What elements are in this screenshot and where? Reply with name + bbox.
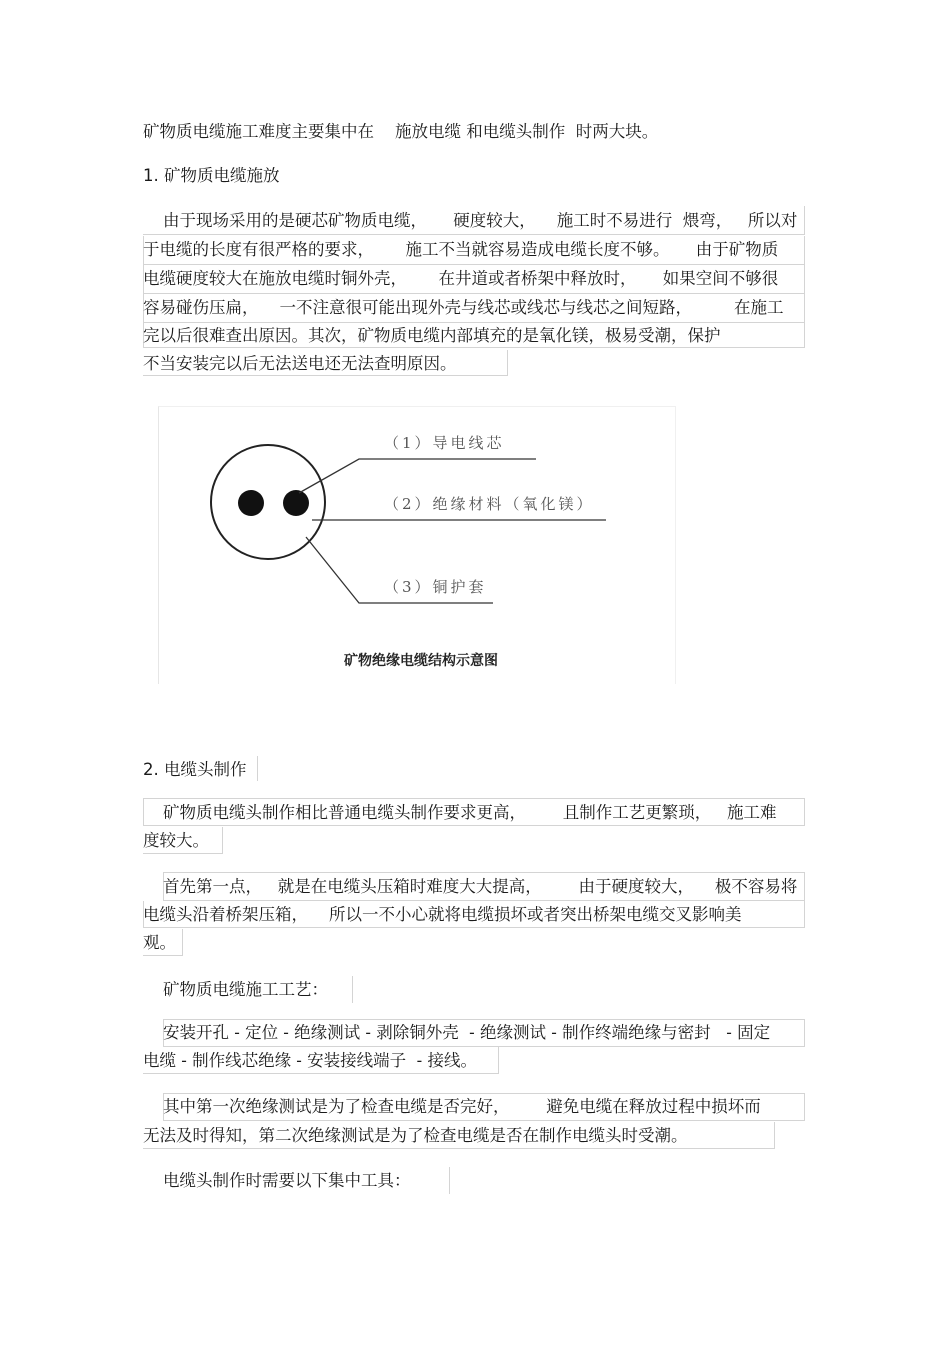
diagram-caption: 矿物绝缘电缆结构示意图 bbox=[344, 653, 498, 669]
s2-p1-line-2: 度较大。 bbox=[143, 831, 209, 850]
s1-line-5: 完以后很难查出原因。其次，矿物质电缆内部填充的是氧化镁，极易受潮，保护 bbox=[143, 326, 721, 345]
leader-line-1 bbox=[299, 459, 536, 493]
s2-p2-line-1: 首先第一点， 就是在电缆头压箱时难度大大提高， 由于硬度较大， 极不容易将 bbox=[163, 877, 798, 896]
s2-p3: 矿物质电缆施工工艺： bbox=[163, 980, 328, 999]
intro-text: 矿物质电缆施工难度主要集中在 施放电缆 和电缆头制作 时两大块。 bbox=[143, 122, 659, 141]
label-sheath: （3）铜护套 bbox=[384, 578, 487, 596]
s2-p1-line-1: 矿物质电缆头制作相比普通电缆头制作要求更高， 且制作工艺更繁琐， 施工难 bbox=[163, 803, 777, 822]
s1-line-2: 于电缆的长度有很严格的要求， 施工不当就容易造成电缆长度不够。 由于矿物质 bbox=[143, 240, 779, 259]
s2-p2-line-3: 观。 bbox=[143, 933, 176, 952]
s1-line-3: 电缆硬度较大在施放电缆时铜外壳， 在井道或者桥架中释放时， 如果空间不够很 bbox=[143, 269, 779, 288]
s1-line-4: 容易碰伤压扁， 一不注意很可能出现外壳与线芯或线芯与线芯之间短路， 在施工 bbox=[143, 298, 784, 317]
label-insulation: （2）绝缘材料（氧化镁） bbox=[384, 495, 595, 513]
conductor-core-right bbox=[283, 490, 309, 516]
section2-heading: 2. 电缆头制作 bbox=[143, 760, 247, 779]
cable-structure-diagram bbox=[158, 406, 676, 684]
s2-p5-line-1: 其中第一次绝缘测试是为了检查电缆是否完好， 避免电缆在释放过程中损坏而 bbox=[163, 1097, 761, 1116]
s2-p6: 电缆头制作时需要以下集中工具： bbox=[163, 1171, 411, 1190]
s2-p4-line-2: 电缆 - 制作线芯绝缘 - 安装接线端子 - 接线。 bbox=[143, 1051, 477, 1070]
s2-p2-line-2: 电缆头沿着桥架压箱， 所以一不小心就将电缆损坏或者突出桥架电缆交叉影响美 bbox=[143, 905, 742, 924]
label-conductor: （1）导电线芯 bbox=[384, 434, 505, 452]
conductor-core-left bbox=[238, 490, 264, 516]
s1-line-6: 不当安装完以后无法送电还无法查明原因。 bbox=[143, 354, 457, 373]
s2-p4-line-1: 安装开孔 - 定位 - 绝缘测试 - 剥除铜外壳 - 绝缘测试 - 制作终端绝缘与密封 - 固定 bbox=[163, 1023, 771, 1042]
s1-line-1: 由于现场采用的是硬芯矿物质电缆， 硬度较大， 施工时不易进行 煨弯， 所以对 bbox=[163, 211, 798, 230]
s2-p5-line-2: 无法及时得知，第二次绝缘测试是为了检查电缆是否在制作电缆头时受潮。 bbox=[143, 1126, 688, 1145]
section1-heading: 1. 矿物质电缆施放 bbox=[143, 166, 280, 185]
